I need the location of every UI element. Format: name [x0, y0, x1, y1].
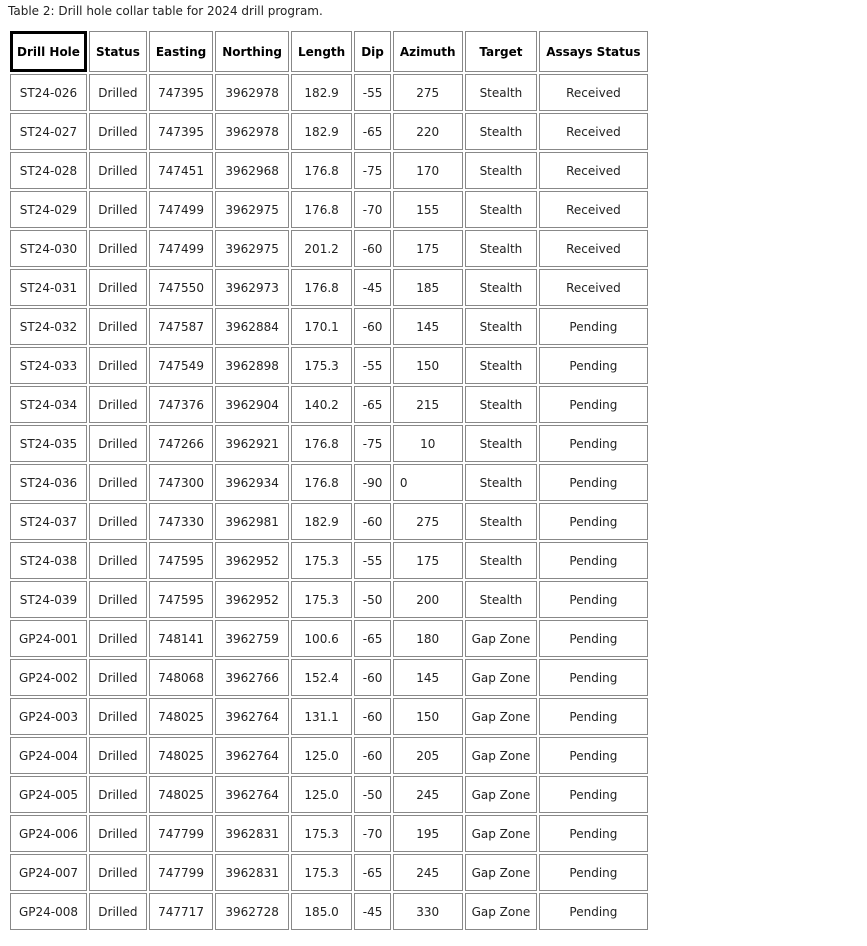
cell-assays-status: Received — [539, 191, 647, 228]
cell-status: Drilled — [89, 269, 147, 306]
column-header-northing: Northing — [215, 31, 289, 72]
cell-easting: 748025 — [149, 776, 213, 813]
cell-length: 201.2 — [291, 230, 352, 267]
cell-assays-status: Pending — [539, 854, 647, 891]
table-row — [10, 347, 648, 384]
cell-assays-status: Pending — [539, 893, 647, 930]
cell-dip: -70 — [354, 815, 391, 852]
cell-drill-hole: ST24-028 — [10, 152, 87, 189]
cell-length: 182.9 — [291, 74, 352, 111]
cell-dip: -55 — [354, 542, 391, 579]
cell-easting: 748068 — [149, 659, 213, 696]
cell-status: Drilled — [89, 386, 147, 423]
cell-length: 175.3 — [291, 854, 352, 891]
cell-northing: 3962764 — [215, 776, 289, 813]
table-row — [10, 893, 648, 930]
cell-target: Stealth — [465, 74, 538, 111]
column-header-assays-status: Assays Status — [539, 31, 647, 72]
cell-northing: 3962884 — [215, 308, 289, 345]
cell-status: Drilled — [89, 737, 147, 774]
cell-dip: -60 — [354, 503, 391, 540]
cell-assays-status: Pending — [539, 386, 647, 423]
cell-northing: 3962764 — [215, 737, 289, 774]
cell-northing: 3962952 — [215, 542, 289, 579]
table-row — [10, 308, 648, 345]
table-row — [10, 269, 648, 306]
cell-azimuth: 145 — [393, 308, 463, 345]
cell-drill-hole: GP24-002 — [10, 659, 87, 696]
table-row — [10, 698, 648, 735]
cell-northing: 3962921 — [215, 425, 289, 462]
cell-assays-status: Pending — [539, 464, 647, 501]
cell-easting: 747799 — [149, 854, 213, 891]
table-caption: Table 2: Drill hole collar table for 2024 drill program. — [8, 4, 323, 18]
cell-assays-status: Received — [539, 269, 647, 306]
cell-status: Drilled — [89, 815, 147, 852]
table-body — [10, 74, 648, 930]
cell-assays-status: Pending — [539, 503, 647, 540]
cell-dip: -45 — [354, 269, 391, 306]
cell-drill-hole: GP24-008 — [10, 893, 87, 930]
cell-azimuth: 150 — [393, 698, 463, 735]
table-row — [10, 503, 648, 540]
cell-dip: -55 — [354, 74, 391, 111]
cell-target: Gap Zone — [465, 737, 538, 774]
column-header-status: Status — [89, 31, 147, 72]
cell-azimuth: 180 — [393, 620, 463, 657]
cell-length: 131.1 — [291, 698, 352, 735]
cell-drill-hole: ST24-035 — [10, 425, 87, 462]
cell-drill-hole: ST24-033 — [10, 347, 87, 384]
cell-target: Gap Zone — [465, 620, 538, 657]
cell-length: 100.6 — [291, 620, 352, 657]
cell-status: Drilled — [89, 74, 147, 111]
cell-status: Drilled — [89, 659, 147, 696]
cell-easting: 747549 — [149, 347, 213, 384]
cell-azimuth: 175 — [393, 542, 463, 579]
cell-length: 175.3 — [291, 581, 352, 618]
cell-status: Drilled — [89, 620, 147, 657]
table-row — [10, 737, 648, 774]
cell-easting: 747330 — [149, 503, 213, 540]
drill-hole-collar-table — [8, 29, 650, 932]
cell-length: 176.8 — [291, 269, 352, 306]
cell-length: 175.3 — [291, 347, 352, 384]
cell-dip: -65 — [354, 620, 391, 657]
cell-easting: 747595 — [149, 542, 213, 579]
table-row — [10, 620, 648, 657]
cell-northing: 3962934 — [215, 464, 289, 501]
cell-azimuth: 0 — [393, 464, 463, 501]
cell-dip: -50 — [354, 581, 391, 618]
cell-status: Drilled — [89, 425, 147, 462]
table-row — [10, 230, 648, 267]
cell-target: Gap Zone — [465, 659, 538, 696]
cell-azimuth: 245 — [393, 854, 463, 891]
table-row — [10, 464, 648, 501]
cell-dip: -90 — [354, 464, 391, 501]
table-row — [10, 386, 648, 423]
table-row — [10, 659, 648, 696]
cell-easting: 747376 — [149, 386, 213, 423]
cell-northing: 3962973 — [215, 269, 289, 306]
cell-northing: 3962831 — [215, 854, 289, 891]
cell-northing: 3962764 — [215, 698, 289, 735]
cell-dip: -65 — [354, 854, 391, 891]
cell-drill-hole: ST24-029 — [10, 191, 87, 228]
cell-target: Gap Zone — [465, 776, 538, 813]
cell-length: 176.8 — [291, 152, 352, 189]
cell-northing: 3962968 — [215, 152, 289, 189]
cell-target: Stealth — [465, 113, 538, 150]
table-row — [10, 776, 648, 813]
cell-easting: 748141 — [149, 620, 213, 657]
cell-easting: 748025 — [149, 698, 213, 735]
cell-dip: -60 — [354, 737, 391, 774]
table-header-row — [10, 31, 648, 72]
column-header-length: Length — [291, 31, 352, 72]
cell-target: Gap Zone — [465, 698, 538, 735]
cell-dip: -65 — [354, 113, 391, 150]
cell-dip: -60 — [354, 308, 391, 345]
cell-length: 175.3 — [291, 542, 352, 579]
cell-assays-status: Pending — [539, 815, 647, 852]
column-header-azimuth: Azimuth — [393, 31, 463, 72]
cell-assays-status: Received — [539, 74, 647, 111]
cell-target: Stealth — [465, 269, 538, 306]
cell-easting: 747499 — [149, 191, 213, 228]
cell-northing: 3962898 — [215, 347, 289, 384]
cell-target: Stealth — [465, 542, 538, 579]
cell-drill-hole: ST24-036 — [10, 464, 87, 501]
cell-length: 182.9 — [291, 113, 352, 150]
cell-assays-status: Pending — [539, 581, 647, 618]
cell-status: Drilled — [89, 308, 147, 345]
table-row — [10, 854, 648, 891]
cell-azimuth: 195 — [393, 815, 463, 852]
cell-azimuth: 200 — [393, 581, 463, 618]
cell-drill-hole: GP24-004 — [10, 737, 87, 774]
column-header-target: Target — [465, 31, 538, 72]
cell-target: Gap Zone — [465, 893, 538, 930]
cell-assays-status: Pending — [539, 425, 647, 462]
cell-azimuth: 170 — [393, 152, 463, 189]
column-header-drill-hole[interactable]: Drill Hole — [10, 31, 87, 72]
cell-length: 140.2 — [291, 386, 352, 423]
cell-assays-status: Pending — [539, 308, 647, 345]
cell-target: Stealth — [465, 308, 538, 345]
cell-assays-status: Pending — [539, 698, 647, 735]
cell-target: Stealth — [465, 347, 538, 384]
cell-azimuth: 155 — [393, 191, 463, 228]
cell-target: Stealth — [465, 464, 538, 501]
cell-easting: 747395 — [149, 113, 213, 150]
cell-status: Drilled — [89, 854, 147, 891]
cell-assays-status: Pending — [539, 347, 647, 384]
cell-easting: 747799 — [149, 815, 213, 852]
cell-northing: 3962759 — [215, 620, 289, 657]
cell-length: 125.0 — [291, 737, 352, 774]
cell-easting: 747550 — [149, 269, 213, 306]
cell-easting: 748025 — [149, 737, 213, 774]
cell-dip: -50 — [354, 776, 391, 813]
cell-length: 170.1 — [291, 308, 352, 345]
cell-assays-status: Pending — [539, 659, 647, 696]
cell-target: Stealth — [465, 503, 538, 540]
cell-assays-status: Pending — [539, 542, 647, 579]
cell-target: Gap Zone — [465, 854, 538, 891]
cell-target: Stealth — [465, 386, 538, 423]
cell-status: Drilled — [89, 893, 147, 930]
cell-status: Drilled — [89, 347, 147, 384]
cell-length: 175.3 — [291, 815, 352, 852]
cell-status: Drilled — [89, 464, 147, 501]
cell-dip: -55 — [354, 347, 391, 384]
table-row — [10, 581, 648, 618]
cell-dip: -75 — [354, 152, 391, 189]
cell-northing: 3962978 — [215, 74, 289, 111]
table-row — [10, 815, 648, 852]
cell-target: Stealth — [465, 581, 538, 618]
cell-length: 125.0 — [291, 776, 352, 813]
cell-length: 176.8 — [291, 425, 352, 462]
cell-northing: 3962981 — [215, 503, 289, 540]
cell-northing: 3962728 — [215, 893, 289, 930]
cell-easting: 747717 — [149, 893, 213, 930]
cell-assays-status: Pending — [539, 776, 647, 813]
cell-drill-hole: GP24-005 — [10, 776, 87, 813]
table-row — [10, 113, 648, 150]
cell-length: 152.4 — [291, 659, 352, 696]
cell-length: 182.9 — [291, 503, 352, 540]
cell-assays-status: Pending — [539, 737, 647, 774]
cell-drill-hole: ST24-030 — [10, 230, 87, 267]
cell-azimuth: 150 — [393, 347, 463, 384]
cell-azimuth: 275 — [393, 74, 463, 111]
cell-status: Drilled — [89, 503, 147, 540]
cell-drill-hole: ST24-037 — [10, 503, 87, 540]
cell-status: Drilled — [89, 230, 147, 267]
cell-length: 185.0 — [291, 893, 352, 930]
cell-northing: 3962975 — [215, 191, 289, 228]
cell-drill-hole: ST24-034 — [10, 386, 87, 423]
cell-status: Drilled — [89, 776, 147, 813]
cell-length: 176.8 — [291, 464, 352, 501]
cell-dip: -45 — [354, 893, 391, 930]
cell-azimuth: 215 — [393, 386, 463, 423]
cell-dip: -75 — [354, 425, 391, 462]
cell-length: 176.8 — [291, 191, 352, 228]
cell-easting: 747451 — [149, 152, 213, 189]
cell-assays-status: Received — [539, 152, 647, 189]
cell-northing: 3962766 — [215, 659, 289, 696]
cell-target: Stealth — [465, 425, 538, 462]
table-row — [10, 542, 648, 579]
cell-azimuth: 220 — [393, 113, 463, 150]
cell-easting: 747587 — [149, 308, 213, 345]
cell-drill-hole: GP24-006 — [10, 815, 87, 852]
cell-drill-hole: ST24-026 — [10, 74, 87, 111]
cell-northing: 3962952 — [215, 581, 289, 618]
cell-easting: 747395 — [149, 74, 213, 111]
cell-azimuth: 330 — [393, 893, 463, 930]
cell-azimuth: 205 — [393, 737, 463, 774]
cell-target: Gap Zone — [465, 815, 538, 852]
cell-easting: 747266 — [149, 425, 213, 462]
cell-northing: 3962978 — [215, 113, 289, 150]
cell-drill-hole: GP24-007 — [10, 854, 87, 891]
cell-status: Drilled — [89, 698, 147, 735]
cell-drill-hole: GP24-001 — [10, 620, 87, 657]
cell-drill-hole: ST24-039 — [10, 581, 87, 618]
cell-status: Drilled — [89, 113, 147, 150]
cell-azimuth: 175 — [393, 230, 463, 267]
cell-drill-hole: ST24-038 — [10, 542, 87, 579]
table-row — [10, 152, 648, 189]
cell-drill-hole: ST24-032 — [10, 308, 87, 345]
column-header-dip: Dip — [354, 31, 391, 72]
cell-dip: -60 — [354, 659, 391, 696]
cell-dip: -65 — [354, 386, 391, 423]
cell-target: Stealth — [465, 152, 538, 189]
cell-easting: 747499 — [149, 230, 213, 267]
cell-status: Drilled — [89, 152, 147, 189]
table-row — [10, 191, 648, 228]
cell-status: Drilled — [89, 542, 147, 579]
cell-status: Drilled — [89, 191, 147, 228]
cell-northing: 3962975 — [215, 230, 289, 267]
cell-assays-status: Received — [539, 113, 647, 150]
table-row — [10, 425, 648, 462]
cell-drill-hole: ST24-027 — [10, 113, 87, 150]
cell-northing: 3962904 — [215, 386, 289, 423]
cell-northing: 3962831 — [215, 815, 289, 852]
table-row — [10, 74, 648, 111]
cell-dip: -60 — [354, 698, 391, 735]
cell-target: Stealth — [465, 230, 538, 267]
cell-azimuth: 245 — [393, 776, 463, 813]
cell-dip: -70 — [354, 191, 391, 228]
cell-assays-status: Received — [539, 230, 647, 267]
cell-easting: 747595 — [149, 581, 213, 618]
cell-dip: -60 — [354, 230, 391, 267]
cell-assays-status: Pending — [539, 620, 647, 657]
cell-azimuth: 275 — [393, 503, 463, 540]
cell-drill-hole: GP24-003 — [10, 698, 87, 735]
cell-azimuth: 185 — [393, 269, 463, 306]
cell-azimuth: 10 — [393, 425, 463, 462]
cell-drill-hole: ST24-031 — [10, 269, 87, 306]
cell-status: Drilled — [89, 581, 147, 618]
cell-target: Stealth — [465, 191, 538, 228]
cell-azimuth: 145 — [393, 659, 463, 696]
column-header-easting: Easting — [149, 31, 213, 72]
cell-easting: 747300 — [149, 464, 213, 501]
